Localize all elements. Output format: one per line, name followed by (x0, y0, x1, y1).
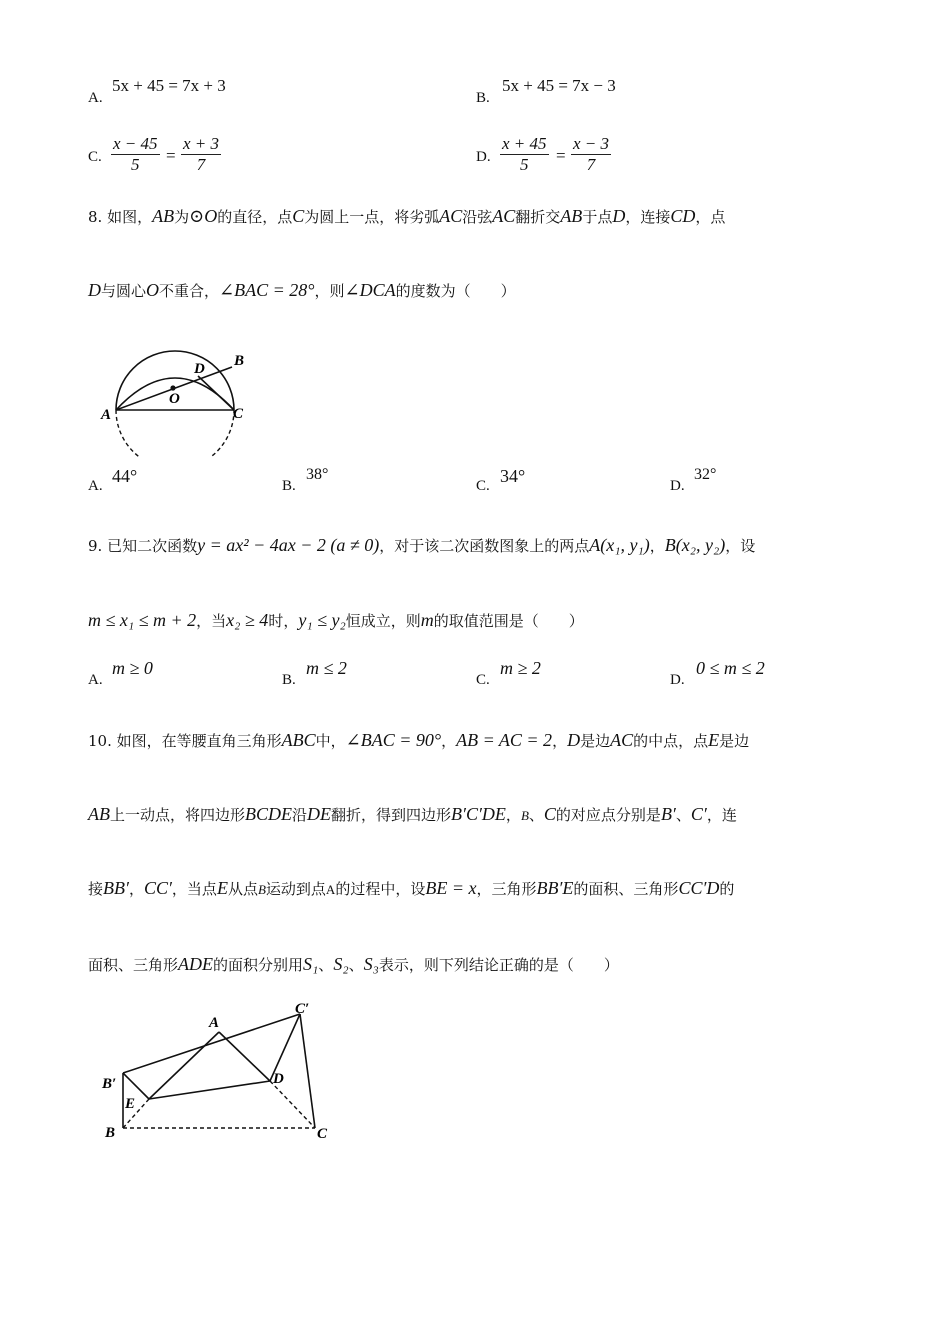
q10-text: 是边 (580, 732, 611, 750)
q10-text: 、 (675, 806, 691, 824)
q8-math: AB (152, 206, 175, 226)
q10-line-2 (88, 804, 737, 826)
q7-d-den2: 7 (586, 155, 596, 174)
q8-line-2 (88, 280, 516, 301)
q8-label-d: D (194, 361, 205, 377)
q10-math: BCDE (245, 804, 293, 824)
q8-center-dot (170, 385, 175, 390)
q8-option-b-label: B. (282, 478, 296, 494)
q7-option-d-frac2 (571, 134, 611, 175)
q10-text: 上一动点，将四边形 (110, 806, 246, 824)
q8-math: ∠BAC = 28° (219, 280, 315, 300)
q10-segment-ea (149, 1032, 219, 1099)
q8-math: ∠DCA (344, 280, 396, 300)
q10-text: 从点 (227, 880, 258, 898)
q10-text: 沿 (292, 806, 308, 824)
q8-math: AC (492, 206, 516, 226)
q10-text: 面积、三角形 (88, 956, 179, 974)
q8-math: AB (560, 206, 583, 226)
q10-math: D (567, 730, 581, 750)
q9-math: m ≤ x₁ ≤ m + 2 (88, 610, 197, 630)
q8-text: 于点 (582, 208, 613, 226)
q8-option-c-value: 34° (500, 466, 526, 486)
q9-text: ，对于该二次函数图象上的两点 (379, 537, 590, 555)
q10-math: S₁ (303, 954, 319, 974)
q8-math: C (292, 206, 305, 226)
q10-text: 的中点，点 (633, 732, 709, 750)
q10-math: S₂ (333, 954, 349, 974)
q10-text: 的面积、三角形 (573, 880, 679, 898)
q7-c-num1: x − 45 (113, 134, 158, 153)
q10-label-a: A (209, 1015, 220, 1031)
q8-math: D (88, 280, 101, 300)
q8-label-b: B (234, 353, 245, 369)
q8-option-b-value: 38° (306, 466, 329, 483)
q10-text: 、 (528, 806, 544, 824)
q8-text: ，则 (314, 282, 345, 300)
q9-point-a: A(x₁, y₁) (589, 535, 650, 555)
q7-d-den1: 5 (520, 155, 529, 174)
q7-c-num2: x + 3 (183, 134, 220, 153)
q10-math: B (257, 882, 266, 897)
q10-line-1 (88, 730, 749, 751)
q10-math: AC (610, 730, 634, 750)
q9-line-1 (88, 535, 755, 556)
q10-math: DE (307, 804, 332, 824)
q8-math: O (146, 280, 160, 300)
q10-text: ，连 (706, 806, 737, 824)
q8-math: ⊙O (189, 206, 218, 226)
q10-text: 运动到点 (265, 880, 326, 898)
q10-segment-ed (149, 1081, 270, 1099)
q10-math: B′C′DE (451, 804, 506, 824)
q10-text: 的对应点分别是 (555, 806, 661, 824)
q10-math: CC′ (143, 878, 172, 898)
q8-text: ，点 (695, 208, 726, 226)
q10-math: E (216, 878, 228, 898)
q10-math: A (325, 882, 336, 897)
q10-text: 、 (318, 956, 334, 974)
q10-text: 表示，则下列结论正确的是（ ） (378, 956, 619, 974)
q10-segment-c1c (300, 1014, 315, 1128)
q8-text: 的度数为（ ） (395, 282, 516, 300)
q8-option-c-label: C. (476, 478, 490, 494)
q8-option-a-value: 44° (112, 466, 138, 486)
q8-line-1 (88, 206, 725, 227)
q9-text: 恒成立，则 (345, 612, 421, 630)
q10-figure (95, 1000, 345, 1150)
q8-option-a-label: A. (88, 478, 103, 494)
q9-text: 的取值范围是（ ） (433, 612, 584, 630)
q10-math: ABC (281, 730, 316, 750)
q7-option-d-label: D. (476, 149, 491, 165)
q9-math: x₂ ≥ 4 (226, 610, 269, 630)
q10-math: CC′D (678, 878, 720, 898)
q10-text: ， (552, 732, 568, 750)
q9-option-b-label: B. (282, 672, 296, 688)
q10-text: 的面积分别用 (213, 956, 304, 974)
q9-option-c-label: C. (476, 672, 490, 688)
q9-math: m (420, 610, 434, 630)
q7-c-den2: 7 (196, 155, 206, 174)
q10-math: B′ (660, 804, 676, 824)
q10-label-c: C (317, 1126, 328, 1142)
q8-text: 为圆上一点，将劣弧 (304, 208, 440, 226)
q9-option-a-value: m ≥ 0 (112, 658, 153, 678)
q10-math: AB (88, 804, 110, 824)
q7-d-num2: x − 3 (573, 134, 610, 153)
q10-text: 翻折，得到四边形 (331, 806, 452, 824)
q8-text: 翻折交 (515, 208, 561, 226)
q7-d-equals: = (556, 146, 566, 165)
q10-text: ， (505, 806, 521, 824)
q10-math: BE = x (425, 878, 477, 898)
q8-figure (95, 322, 260, 457)
q10-dashed-dc (270, 1081, 315, 1128)
q8-text: 不重合， (159, 282, 220, 300)
q7-option-b-expr: 5x + 45 = 7x − 3 (502, 76, 616, 95)
q9-text: 9. 已知二次函数 (88, 537, 198, 555)
q8-circle-lower-dashed-arc (116, 410, 234, 457)
q10-label-c-prime: C′ (295, 1001, 310, 1017)
q10-math: C′ (690, 804, 707, 824)
q8-math: AC (439, 206, 463, 226)
q10-text: 接 (88, 880, 104, 898)
q7-c-equals: = (166, 146, 176, 165)
q9-option-d-value: 0 ≤ m ≤ 2 (696, 658, 765, 678)
q8-math: D (612, 206, 626, 226)
q10-text: 的 (719, 880, 735, 898)
q10-text: ，当点 (171, 880, 217, 898)
q10-label-e: E (125, 1096, 136, 1112)
q9-math: y₁ ≤ y₂ (298, 610, 346, 630)
q7-c-den1: 5 (131, 155, 140, 174)
q8-segment-cd (198, 376, 234, 410)
q10-math: S₃ (363, 954, 379, 974)
q7-d-num1: x + 45 (502, 134, 547, 153)
q10-text: 中， (315, 732, 346, 750)
q10-math: ∠BAC = 90° (345, 730, 442, 750)
q10-label-b: B (105, 1125, 116, 1141)
q7-option-c-frac1 (111, 134, 160, 175)
q7-option-a-label: A. (88, 90, 103, 106)
q10-text: ，三角形 (476, 880, 537, 898)
q10-text: 10. 如图，在等腰直角三角形 (88, 732, 282, 750)
q10-math: BB′ (103, 878, 129, 898)
q7-option-c-frac2 (181, 134, 221, 175)
q9-point-b: B(x₂, y₂) (664, 535, 726, 555)
q8-label-o: O (169, 391, 180, 407)
q9-option-d-label: D. (670, 672, 685, 688)
q10-math: B (520, 808, 529, 823)
q8-math: CD (670, 206, 696, 226)
q8-option-d-value: 32° (694, 466, 717, 483)
q10-text: 是边 (719, 732, 750, 750)
q10-text: ， (441, 732, 457, 750)
q8-text: 沿弦 (462, 208, 493, 226)
q9-option-a-label: A. (88, 672, 103, 688)
q10-line-4 (88, 954, 619, 975)
q10-line-3 (88, 878, 734, 900)
q8-text: 为 (174, 208, 190, 226)
q10-text: 的过程中，设 (335, 880, 426, 898)
q9-line-2 (88, 610, 584, 631)
q10-label-b-prime: B′ (102, 1076, 117, 1092)
q9-function: y = ax² − 4ax − 2 (a ≠ 0) (197, 535, 380, 555)
q7-option-c-label: C. (88, 149, 102, 165)
q10-math: BB′E (536, 878, 574, 898)
q8-text: 8. 如图， (88, 208, 153, 226)
q9-text: 时， (268, 612, 299, 630)
q9-text: ， (649, 537, 665, 555)
q10-math: AB = AC = 2 (456, 730, 553, 750)
q8-text: ，连接 (625, 208, 671, 226)
q9-option-c-value: m ≥ 2 (500, 658, 541, 678)
q8-text: 的直径，点 (217, 208, 293, 226)
q8-text: 与圆心 (101, 282, 147, 300)
q10-label-d: D (273, 1071, 284, 1087)
q7-option-a-expr: 5x + 45 = 7x + 3 (112, 76, 226, 95)
q10-math: E (708, 730, 720, 750)
q9-option-b-value: m ≤ 2 (306, 658, 347, 678)
q8-option-d-label: D. (670, 478, 685, 494)
q10-segment-ad (219, 1032, 270, 1081)
q7-option-b-label: B. (476, 90, 490, 106)
q7-option-d-frac1 (500, 134, 549, 175)
q8-label-c: C (233, 406, 244, 422)
q10-math: ADE (178, 954, 214, 974)
q10-math: C (543, 804, 556, 824)
q8-label-a: A (101, 407, 112, 423)
q9-text: ，设 (725, 537, 756, 555)
q10-text: ， (128, 880, 144, 898)
q10-text: 、 (348, 956, 364, 974)
q9-text: ，当 (196, 612, 227, 630)
